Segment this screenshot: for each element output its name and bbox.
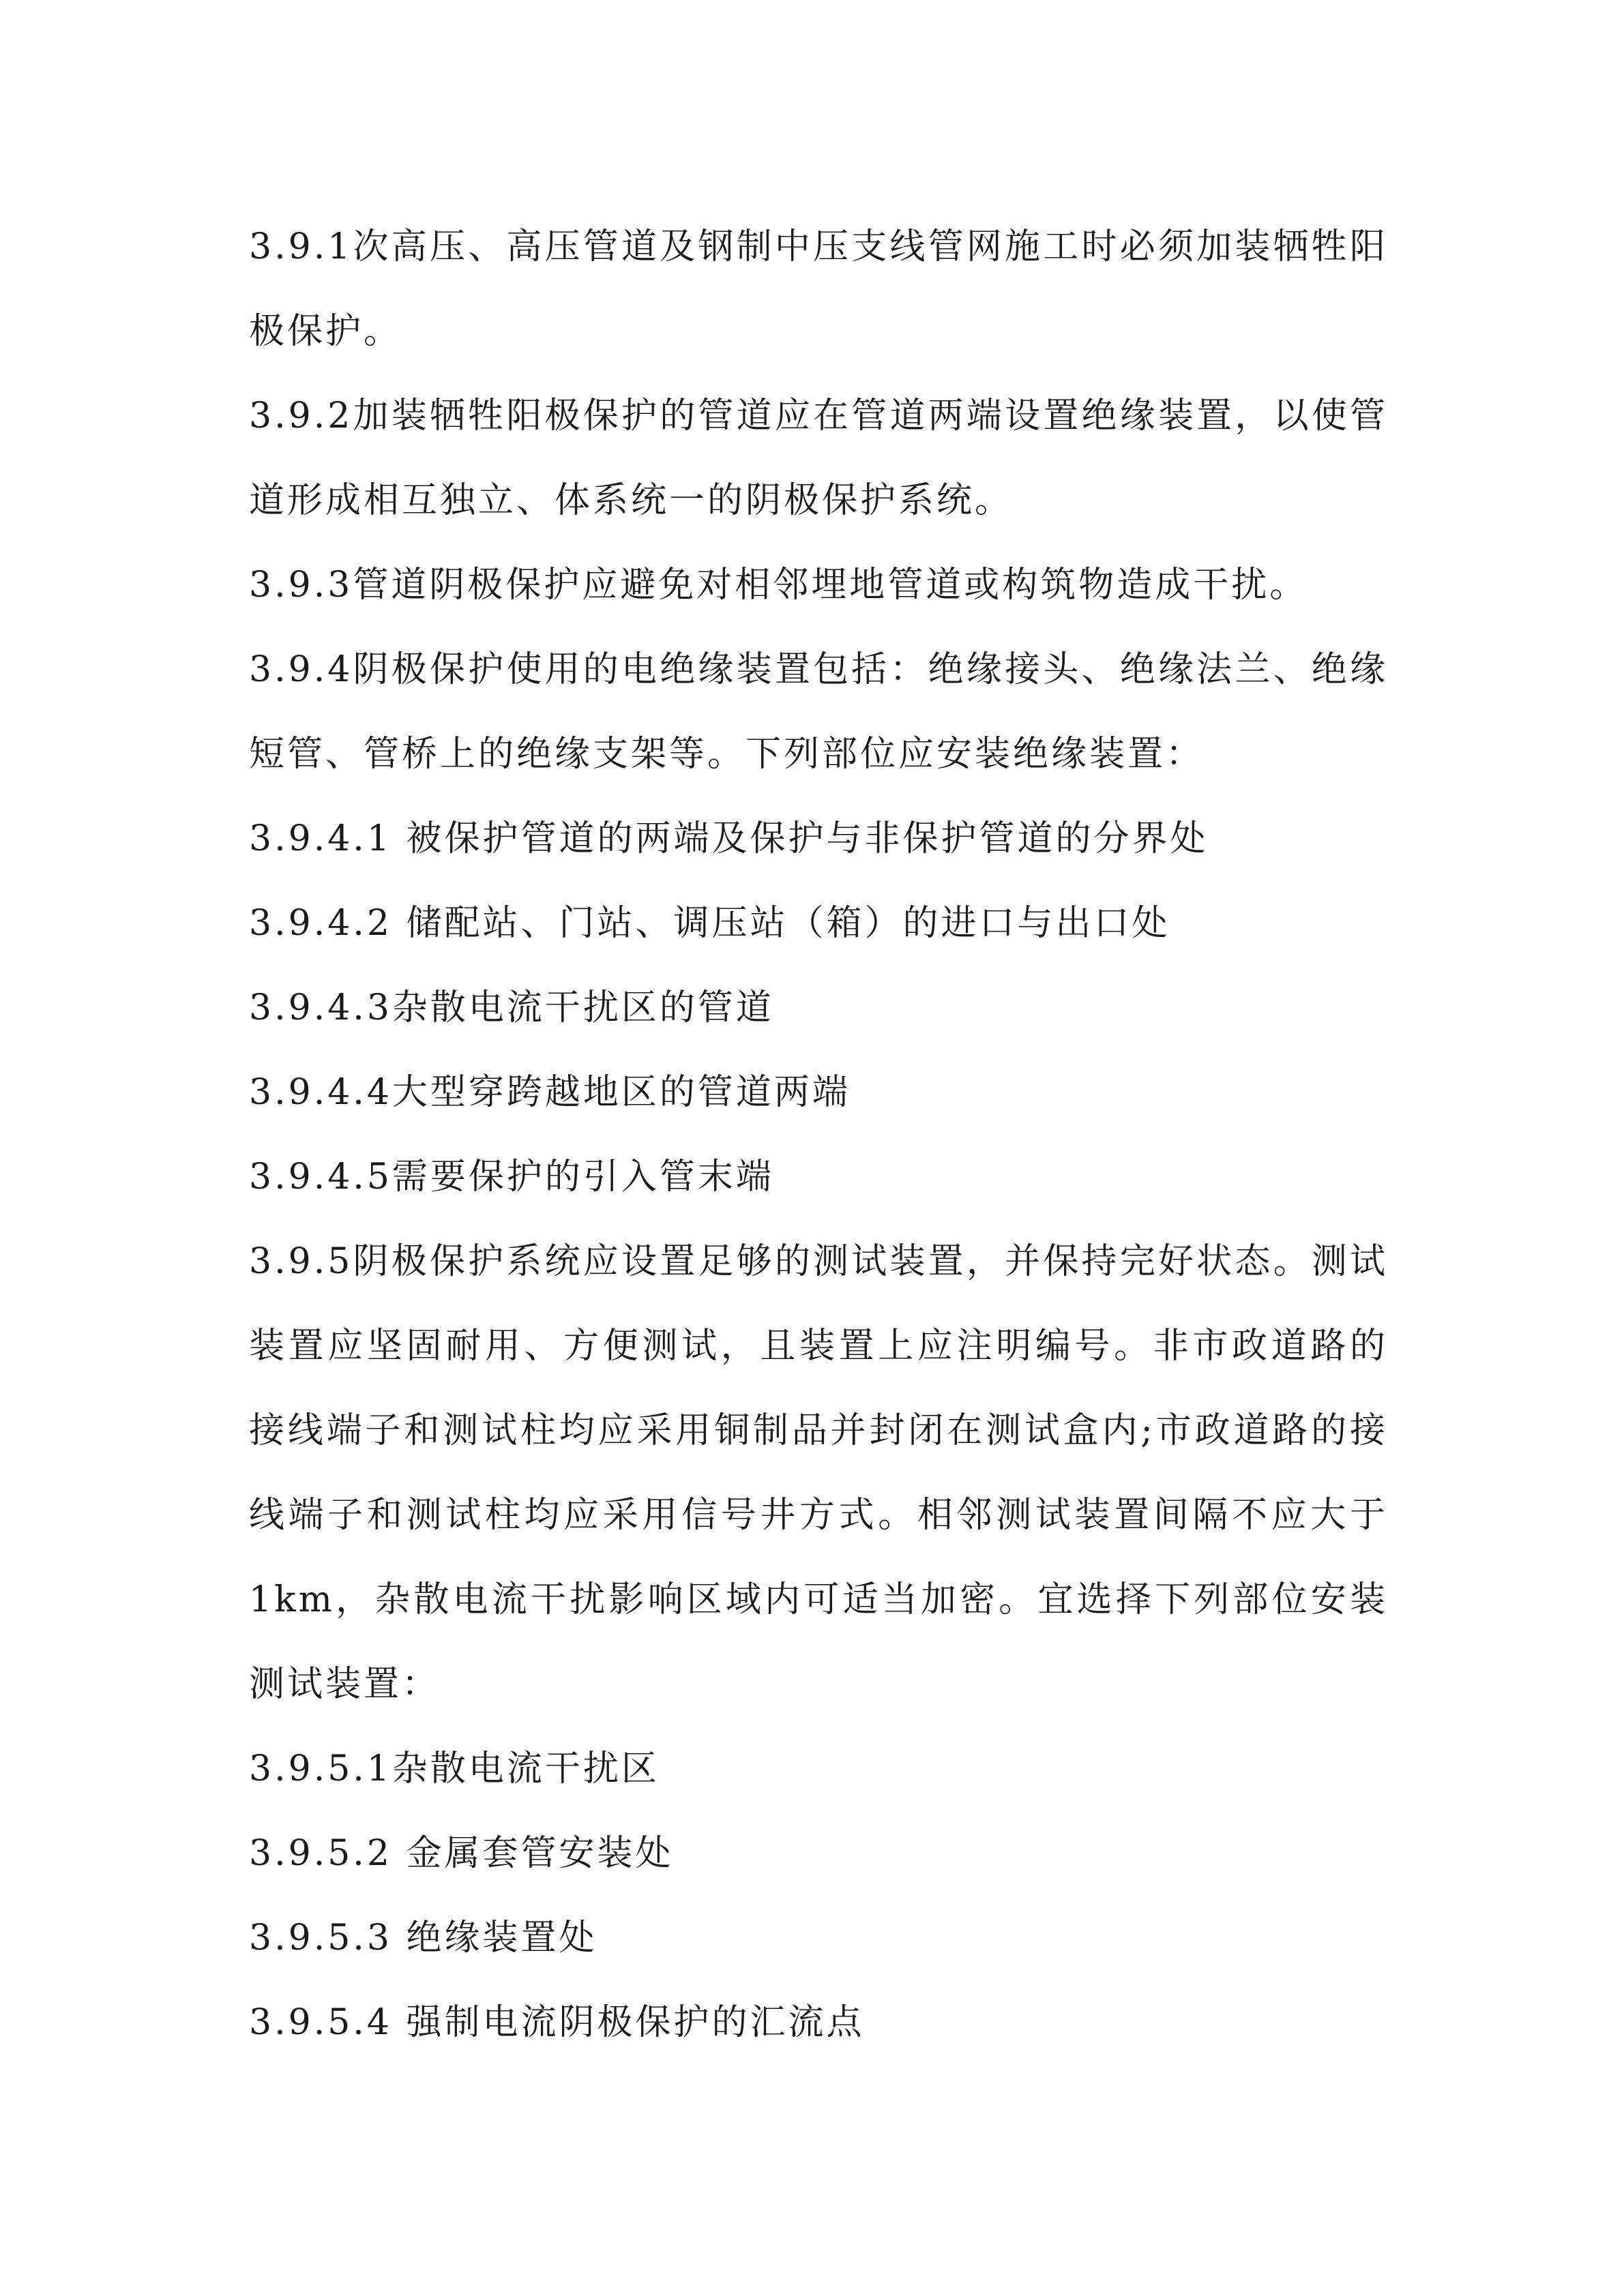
- clause-3-9-5: 3.9.5阴极保护系统应设置足够的测试装置，并保持完好状态。测试装置应坚固耐用、方便测试，且装置上应注明编号。非市政道路的接线端子和测试柱均应采用铜制品并封闭在测试盒内;市政道路的接线端子和测试柱均应采用信号井方式。相邻测试装置间隔不应大于1km，杂散电流干扰影响区域内可适当加密。宜选择下列部位安装测试装置：: [249, 1241, 1388, 1705]
- clause-3-9-4-1: 3.9.4.1 被保护管道的两端及保护与非保护管道的分界处: [249, 818, 1209, 859]
- clause-3-9-2: 3.9.2加装牺牲阳极保护的管道应在管道两端设置绝缘装置，以使管道形成相互独立、体系统一的阴极保护系统。: [249, 396, 1388, 521]
- clause-3-9-4-4: 3.9.4.4大型穿跨越地区的管道两端: [249, 1072, 851, 1113]
- clause-3-9-4-5: 3.9.4.5需要保护的引入管末端: [249, 1157, 774, 1197]
- clause-3-9-1: 3.9.1次高压、高压管道及钢制中压支线管网施工时必须加装牺牲阳极保护。: [249, 226, 1388, 352]
- document-body: [249, 205, 1388, 2065]
- clause-3-9-4-3: 3.9.4.3杂散电流干扰区的管道: [249, 987, 774, 1028]
- clause-3-9-5-3: 3.9.5.3 绝缘装置处: [249, 1918, 597, 1958]
- clause-3-9-5-4: 3.9.5.4 强制电流阴极保护的汇流点: [249, 2002, 865, 2043]
- clause-3-9-5-2: 3.9.5.2 金属套管安装处: [249, 1833, 674, 1874]
- clause-3-9-4: 3.9.4阴极保护使用的电绝缘装置包括：绝缘接头、绝缘法兰、绝缘短管、管桥上的绝缘支架等。下列部位应安装绝缘装置：: [249, 649, 1388, 775]
- clause-3-9-4-2: 3.9.4.2 储配站、门站、调压站（箱）的进口与出口处: [249, 903, 1170, 944]
- clause-3-9-5-1: 3.9.5.1杂散电流干扰区: [249, 1748, 660, 1789]
- clause-3-9-3: 3.9.3管道阴极保护应避免对相邻埋地管道或构筑物造成干扰。: [249, 565, 1308, 606]
